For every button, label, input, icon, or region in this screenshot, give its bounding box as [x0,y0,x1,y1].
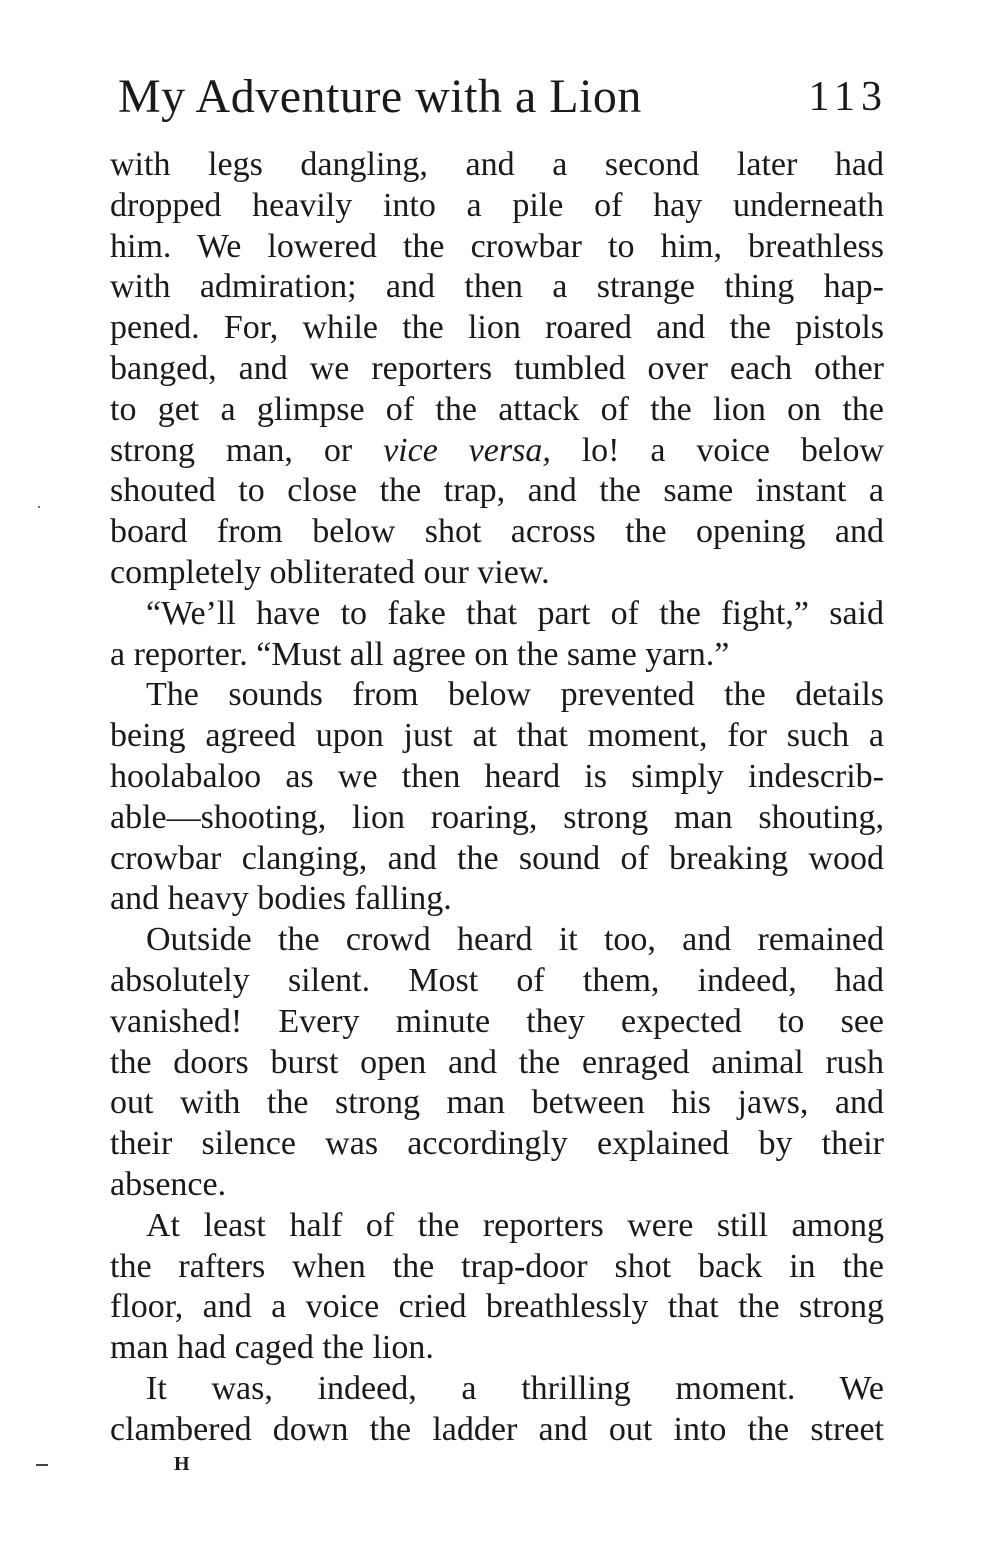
text-line: “We’ll have to fake that part of the fight,” said [146,594,884,632]
text-line: dropped heavily into a pile of hay underneath [110,186,884,224]
text-line: and heavy bodies falling. [110,880,452,918]
text-line: man had caged the lion. [110,1329,434,1367]
text-line: to get a glimpse of the attack of the lion on the [110,390,884,428]
text-line: a reporter. “Must all agree on the same yarn.” [110,635,730,673]
text-line: out with the strong man between his jaws, and [110,1084,884,1122]
margin-tick-mark [36,1464,48,1466]
text-line: pened. For, while the lion roared and the pistols [110,309,884,347]
text-line: him. We lowered the crowbar to him, breathless [110,227,884,265]
text-line: At least half of the reporters were still among [146,1206,884,1244]
text-line: able—shooting, lion roaring, strong man shouting, [110,798,884,836]
text-line: crowbar clanging, and the sound of breaking wood [110,839,884,877]
text-line: board from below shot across the opening and [110,513,884,551]
text-line: floor, and a voice cried breathlessly that the strong [110,1288,884,1326]
text-line: It was, indeed, a thrilling moment. We [146,1369,884,1407]
text-line: the doors burst open and the enraged animal rush [110,1043,884,1081]
running-title: My Adventure with a Lion [118,70,642,123]
text-line: their silence was accordingly explained by their [110,1125,884,1163]
text-line: Outside the crowd heard it too, and remained [146,921,884,959]
text-line: shouted to close the trap, and the same instant a [110,472,884,510]
text-line: absolutely silent. Most of them, indeed, had [110,961,884,999]
body-text [110,145,884,1451]
margin-speck [38,506,40,508]
text-line: banged, and we reporters tumbled over each other [110,349,884,387]
text-line: with admiration; and then a strange thing hap- [110,268,884,306]
text-line: vanished! Every minute they expected to see [110,1002,884,1040]
text-line: The sounds from below prevented the details [146,676,884,714]
text-line: completely obliterated our view. [110,553,550,591]
text-line: absence. [110,1165,227,1203]
signature-mark: H [174,1453,191,1475]
running-head [118,62,888,132]
text-line: clambered down the ladder and out into the street [110,1410,884,1448]
text-fragment: strong man, or [110,431,384,469]
text-line: with legs dangling, and a second later had [110,146,884,183]
page-number: 113 [808,74,888,120]
text-line: being agreed upon just at that moment, for such a [110,717,884,755]
text-fragment: lo! a voice below [550,431,884,469]
italic-phrase: vice versa, [383,431,551,469]
text-line: hoolabaloo as we then heard is simply indescrib- [110,757,884,795]
text-line-with-italic [110,431,884,472]
text-line: the rafters when the trap-door shot back in the [110,1247,884,1285]
